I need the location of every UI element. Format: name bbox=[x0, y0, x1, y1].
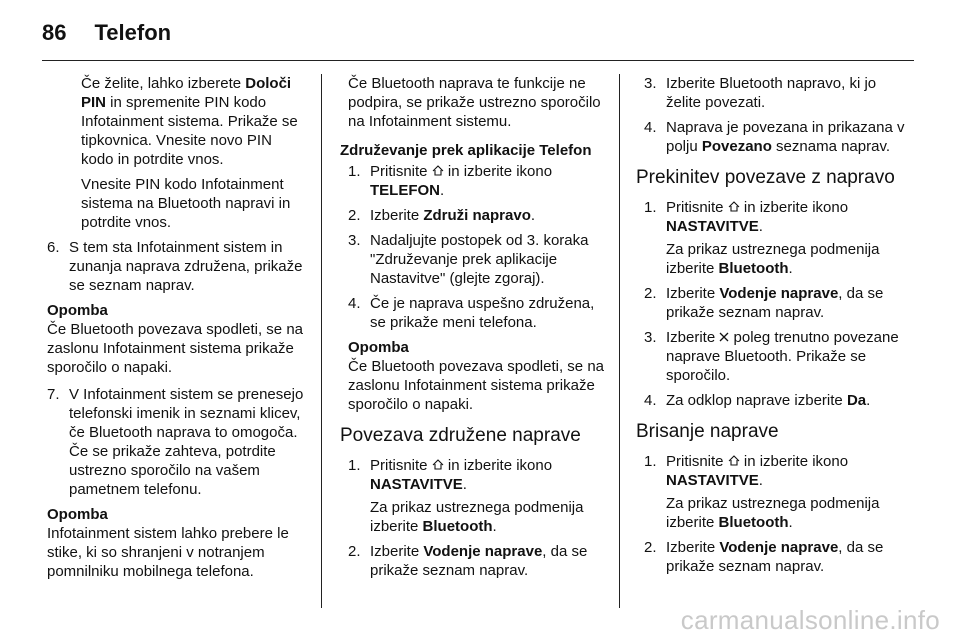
header-rule bbox=[42, 60, 914, 61]
list-item: 2. Izberite Vodenje naprave, da se prikaže seznam naprav. bbox=[348, 543, 588, 579]
list-item: 1. Pritisnite in izberite ikono NASTAVITVE. Za prikaz ustreznega podmenija izberite Bluetooth. bbox=[644, 199, 880, 277]
close-x-icon bbox=[719, 328, 729, 347]
note-text: Če Bluetooth povezava spodleti, se na zaslonu Infotainment sistema prikaže sporočilo o napaki. bbox=[47, 321, 304, 376]
list-item: 2. Izberite Vodenje naprave, da se prikaže seznam naprav. bbox=[644, 539, 884, 575]
list-item: 3. Nadaljujte postopek od 3. koraka "Združevanje prek aplikacije Nastavitve" (glejte zgoraj). bbox=[348, 232, 589, 287]
note-text: Če Bluetooth povezava spodleti, se na zaslonu Infotainment sistema prikaže sporočilo o napaki. bbox=[348, 358, 605, 413]
home-icon bbox=[728, 452, 740, 471]
column-3 bbox=[636, 74, 906, 582]
paragraph: Vnesite PIN kodo Infotainment sistema na Bluetooth napravi in potrdite vnos. bbox=[81, 176, 291, 231]
list-item: 2. Izberite Vodenje naprave, da se prikaže seznam naprav. bbox=[644, 285, 884, 321]
column-2 bbox=[340, 74, 605, 586]
home-icon bbox=[728, 198, 740, 217]
list-item: 1. Pritisnite in izberite ikono NASTAVITVE. Za prikaz ustreznega podmenija izberite Bluetooth. bbox=[348, 457, 584, 535]
list-item: 4. Za odklop naprave izberite Da. bbox=[644, 392, 871, 409]
paragraph: Če Bluetooth naprava te funkcije ne podpira, se prikaže ustrezno sporočilo na Infotainment sistemu. bbox=[348, 75, 601, 130]
section-heading: Povezava združene naprave bbox=[340, 425, 581, 446]
note-heading: Opomba bbox=[348, 339, 409, 356]
section-heading: Brisanje naprave bbox=[636, 421, 779, 442]
home-icon bbox=[432, 456, 444, 475]
subheading: Združevanje prek aplikacije Telefon bbox=[340, 142, 592, 159]
section-heading: Prekinitev povezave z napravo bbox=[636, 167, 895, 188]
list-item: 3. Izberite Bluetooth napravo, ki jo želite povezati. bbox=[644, 75, 877, 111]
watermark: carmanualsonline.info bbox=[680, 605, 940, 635]
list-item: 6. S tem sta Infotainment sistem in zunanja naprava združena, prikaže se seznam naprav. bbox=[47, 239, 303, 294]
page-title: Telefon bbox=[94, 20, 172, 45]
home-icon bbox=[432, 162, 444, 181]
note-heading: Opomba bbox=[47, 506, 108, 523]
list-item: 3. Izberite poleg trenutno povezane naprave Bluetooth. Prikaže se sporočilo. bbox=[644, 329, 899, 384]
paragraph: Če želite, lahko izberete Določi PIN in spremenite PIN kodo Infotainment sistema. Prikaže se tipkovnica. Vnesite novo PIN kodo in potrdite vnos. bbox=[81, 75, 298, 168]
list-item: 1. Pritisnite in izberite ikono NASTAVITVE. Za prikaz ustreznega podmenija izberite Bluetooth. bbox=[644, 453, 880, 531]
list-item: 1. Pritisnite in izberite ikono TELEFON. bbox=[348, 163, 553, 199]
column-divider bbox=[619, 74, 620, 608]
page-number: 86 bbox=[42, 20, 67, 45]
note-heading: Opomba bbox=[47, 302, 108, 319]
list-item: 7. V Infotainment sistem se prenesejo telefonski imenik in seznami klicev, če Bluetooth naprava to omogoča. Če se prikaže zahteva, potrdite ustrezno sporočilo na vašem pametnem telefonu. bbox=[47, 386, 304, 498]
column-1 bbox=[47, 74, 305, 589]
note-text: Infotainment sistem lahko prebere le stike, ki so shranjeni v notranjem pomnilniku mobilnega telefona. bbox=[47, 525, 289, 580]
column-divider bbox=[321, 74, 322, 608]
list-item: 4. Naprava je povezana in prikazana v polju Povezano seznama naprav. bbox=[644, 119, 905, 155]
list-item: 2. Izberite Združi napravo. bbox=[348, 207, 536, 224]
list-item: 4. Če je naprava uspešno združena, se prikaže meni telefona. bbox=[348, 295, 595, 331]
page-header bbox=[42, 20, 171, 50]
